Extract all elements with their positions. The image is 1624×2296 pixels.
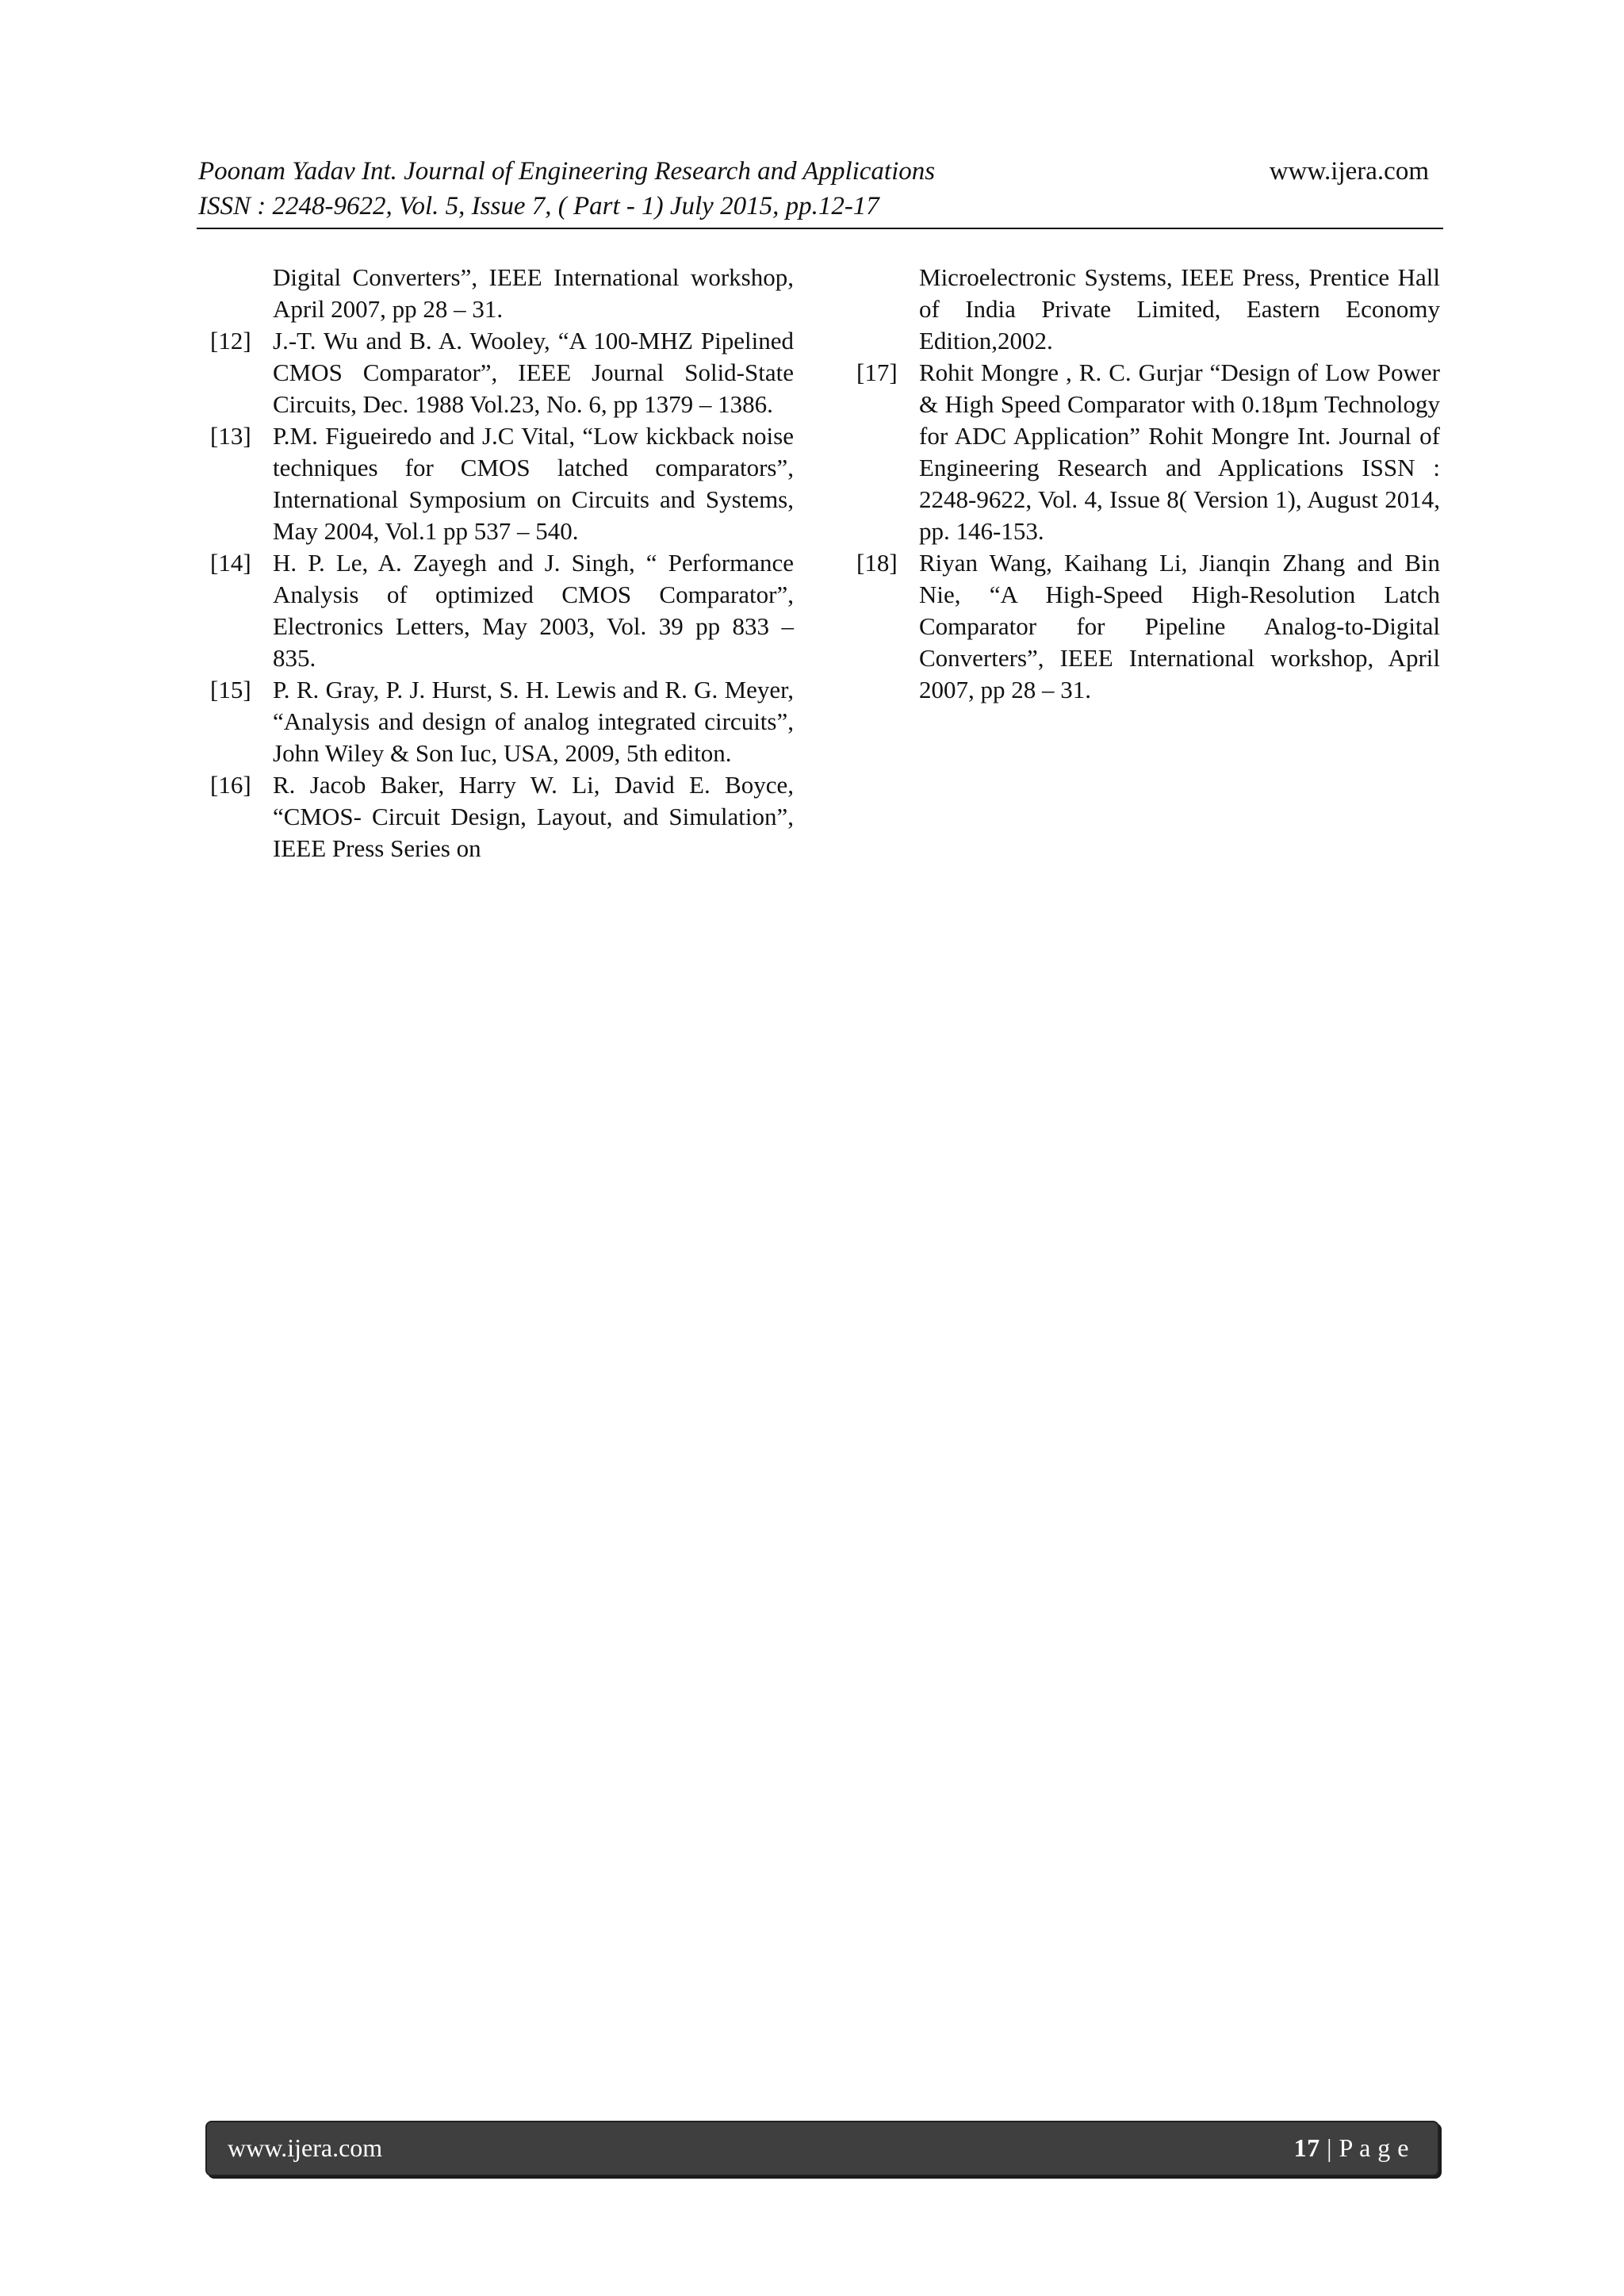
reference-item — [210, 674, 794, 769]
reference-number: [14] — [210, 549, 251, 577]
reference-item — [210, 262, 794, 325]
page-number — [1294, 2132, 1409, 2164]
footer-website-link[interactable]: www.ijera.com — [228, 2133, 383, 2162]
reference-text: Microelectronic Systems, IEEE Press, Prentice Hall of India Private Limited, Eastern Economy Edition,2002. — [919, 263, 1440, 355]
reference-text: Riyan Wang, Kaihang Li, Jianqin Zhang and Bin Nie, “A High-Speed High-Resolution Latch Comparator for Pipeline Analog-to-Digital Converters”, IEEE International workshop, April 2007, pp 28 – 31. — [919, 549, 1440, 703]
issn-line: ISSN : 2248-9622, Vol. 5, Issue 7, ( Part - 1) July 2015, pp.12-17 — [198, 192, 879, 220]
reference-number: [16] — [210, 771, 251, 799]
reference-item — [210, 769, 794, 864]
header-divider — [197, 228, 1443, 229]
page-label: | P a g e — [1327, 2133, 1409, 2162]
reference-text: P. R. Gray, P. J. Hurst, S. H. Lewis and R. G. Meyer, “Analysis and design of analog integrated circuits”, John Wiley & Son Iuc, USA, 2009, 5th editon. — [273, 676, 794, 767]
reference-text: J.-T. Wu and B. A. Wooley, “A 100-MHZ Pipelined CMOS Comparator”, IEEE Journal Solid-State Circuits, Dec. 1988 Vol.23, No. 6, pp 1379 – 1386. — [273, 327, 794, 418]
reference-number: [13] — [210, 422, 251, 450]
reference-text: Digital Converters”, IEEE International workshop, April 2007, pp 28 – 31. — [273, 263, 794, 323]
references-right-column — [856, 262, 1440, 706]
reference-item — [210, 325, 794, 420]
reference-item — [210, 420, 794, 547]
reference-number: [12] — [210, 327, 251, 355]
reference-item — [856, 547, 1440, 706]
reference-text: P.M. Figueiredo and J.C Vital, “Low kickback noise techniques for CMOS latched comparators”, International Symposium on Circuits and Systems, May 2004, Vol.1 pp 537 – 540. — [273, 422, 794, 545]
reference-item — [856, 262, 1440, 357]
reference-number: [15] — [210, 676, 251, 703]
reference-number: [18] — [856, 549, 898, 577]
page-footer — [205, 2121, 1439, 2176]
header-website-link[interactable]: www.ijera.com — [1269, 157, 1429, 186]
reference-item — [210, 547, 794, 674]
references-left-column — [210, 262, 794, 864]
reference-item — [856, 357, 1440, 547]
page-number-value: 17 — [1293, 2133, 1320, 2162]
reference-text: Rohit Mongre , R. C. Gurjar “Design of Low Power & High Speed Comparator with 0.18µm Technology for ADC Application” Rohit Mongre Int. Journal of Engineering Research and Applications ISSN : 2248-9622, Vol. 4, Issue 8( Version 1), August 2014, pp. 146-153. — [919, 358, 1440, 545]
journal-title: Poonam Yadav Int. Journal of Engineering Research and Applications — [198, 157, 936, 186]
reference-number: [17] — [856, 358, 898, 386]
reference-text: R. Jacob Baker, Harry W. Li, David E. Boyce, “CMOS- Circuit Design, Layout, and Simulation”, IEEE Press Series on — [273, 771, 794, 862]
reference-text: H. P. Le, A. Zayegh and J. Singh, “ Performance Analysis of optimized CMOS Comparator”, Electronics Letters, May 2003, Vol. 39 pp 833 – 835. — [273, 549, 794, 672]
